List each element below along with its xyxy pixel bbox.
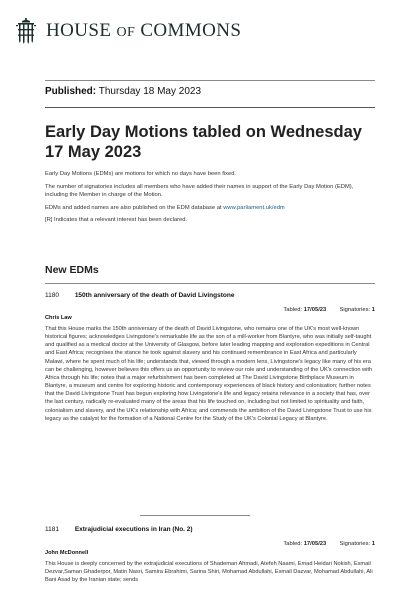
tabled-label: Tabled: xyxy=(283,307,303,313)
header-divider xyxy=(45,80,375,81)
motion-number: 1180 xyxy=(45,292,59,299)
tabled-label: Tabled: xyxy=(283,541,303,547)
intro-block xyxy=(45,170,375,229)
portcullis-icon xyxy=(16,18,36,44)
signatories-label: Signatories: xyxy=(339,307,371,313)
motion-title: 150th anniversary of the death of David Livingstone xyxy=(74,292,235,299)
motion-divider xyxy=(140,515,250,516)
tabled-date: 17/05/23 xyxy=(303,541,327,547)
section-divider xyxy=(45,283,375,284)
section-title: New EDMs xyxy=(45,264,99,276)
motion-mover: John McDonnell xyxy=(45,550,89,556)
signatories-count: 1 xyxy=(371,541,375,547)
motion-heading xyxy=(45,526,375,533)
motion-meta xyxy=(283,541,375,547)
motion-heading xyxy=(45,292,375,299)
house-name: HOUSE OF COMMONS xyxy=(46,20,242,41)
edm-database-link[interactable]: www.parliament.uk/edm xyxy=(223,204,285,211)
signatories-label: Signatories: xyxy=(339,541,371,547)
motion-mover: Chris Law xyxy=(45,315,72,321)
motion-meta xyxy=(283,307,375,313)
page-header xyxy=(16,18,241,44)
motion-number: 1181 xyxy=(45,526,59,533)
intro-paragraph: The number of signatories includes all members who have added their names in support of the Early Day Motion (EDM), including the Member in charge of the Motion. xyxy=(45,183,354,198)
tabled-date: 17/05/23 xyxy=(303,307,327,313)
interest-note: [R] Indicates that a relevant interest has been declared. xyxy=(45,217,188,223)
published-label: Published: xyxy=(45,86,97,97)
motion-text: That this House marks the 150th anniversary of the death of David Livingstone, who remains one of the UK's most well-known historical figures; acknowledges Livingstone's remarkable life as the son of a mill-worker from Blantyre, who was initially self-taught and qualified as a medical doctor at the University of Glasgow, before later leading mapping and exploration expeditions in Central and East Africa; recognises the stance he took against slavery and his continued remembrance in East Africa and particularly Malawi, where he spent much of his life; understands that, viewed through a modern lens, Livingstone's legacy like many of his era can be challenging, however believes this offers us an opportunity to review our role and understanding of the UK's connection with Africa through his life; notes that a major refurbishment has been completed at The David Livingstone Birthplace Museum in Blantyre, a museum and centre for exploring historic and contemporary experiences of black history and colonisation; further notes that the David Livingstone Trust has begun exploring how Livingstone's life and legacy retains relevance in a society that has, over the last century, radically re-evaluated many of the areas that his life touched on, including but not limited to spirituality and faith, colonialism and slavery, and the UK's relationship with Africa; and commends the ambition of the David Livingstone Trust to use his legacy as the catalyst for the formation of a National Centre for the Study of the UK's Colonial Legacy at Blantyre. xyxy=(45,326,373,422)
signatories-count: 1 xyxy=(371,307,375,313)
published-divider xyxy=(45,107,375,108)
document-title: Early Day Motions tabled on Wednesday 17 May 2023 xyxy=(45,123,362,161)
intro-paragraph: Early Day Motions (EDMs) are motions for which no days have been fixed. xyxy=(45,171,237,177)
motion-title: Extrajudicial executions in Iran (No. 2) xyxy=(74,526,193,533)
edm-database-text: EDMs and added names are also published on the EDM database at xyxy=(45,204,222,211)
intro-paragraph xyxy=(45,204,375,213)
published-line xyxy=(45,86,201,97)
published-date: Thursday 18 May 2023 xyxy=(98,86,202,97)
motion-text: This House is deeply concerned by the extrajudicial executions of Shademan Ahmadi, Atefeh Naami, Emad Heidari Nokish, Esmail Dezvar,Saman Ghaderpor, Matin Nasri, Samira Ebrahimi, Sarina Shiri, Mohamad Abdullahi, Esmail Dazvar, Mohamad Abdullahi, Ali Bani Asad by the Iranian state; sends xyxy=(45,561,373,584)
